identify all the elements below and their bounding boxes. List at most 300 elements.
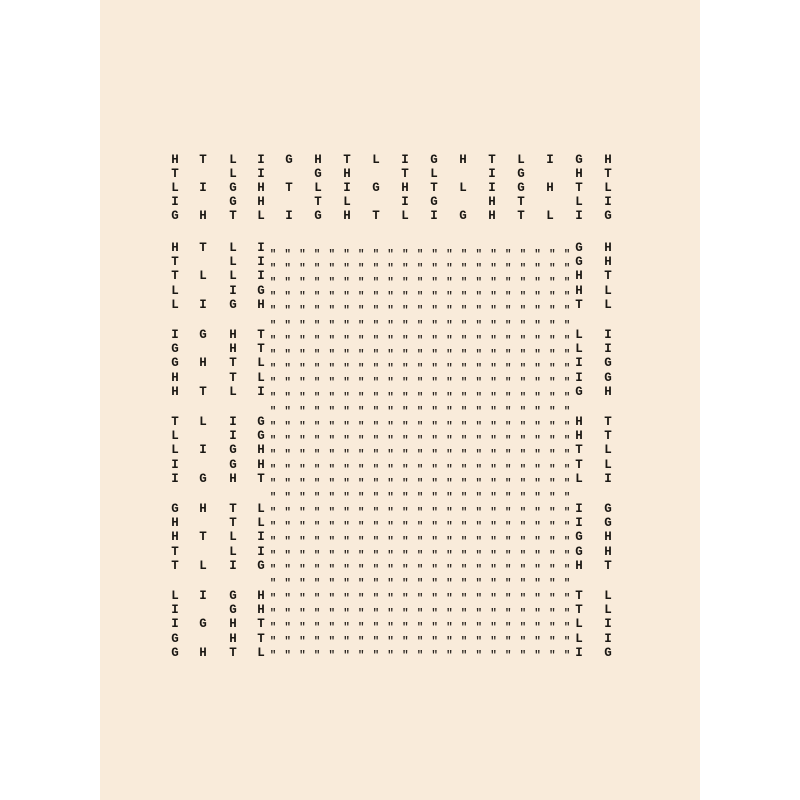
right-band-letter: H [604, 530, 612, 545]
ditto-mark: " [534, 363, 541, 376]
ditto-mark: " [431, 377, 438, 390]
ditto-mark: " [563, 521, 571, 534]
ditto-mark: " [387, 621, 394, 634]
ditto-mark: " [446, 435, 453, 448]
ditto-mark: " [460, 421, 468, 434]
ditto-mark: " [343, 305, 350, 318]
ditto-mark: " [548, 607, 556, 620]
ditto-mark: " [416, 521, 424, 534]
ditto-mark: " [401, 607, 409, 620]
ditto-mark: " [357, 535, 365, 548]
ditto-mark: " [519, 421, 527, 434]
left-band-letter: G [257, 558, 265, 573]
ditto-mark: " [534, 607, 541, 620]
ditto-mark: " [563, 391, 571, 404]
top-band-letter: L [459, 181, 467, 195]
ditto-mark: " [387, 449, 394, 462]
ditto-mark: " [460, 349, 468, 362]
left-band-letter: H [257, 457, 265, 472]
ditto-mark: " [460, 377, 468, 390]
ditto-mark: " [387, 319, 394, 332]
ditto-mark: " [431, 449, 438, 462]
ditto-mark: " [284, 449, 291, 462]
ditto-mark: " [328, 349, 336, 362]
right-band-letter: L [604, 443, 612, 458]
ditto-mark: " [328, 449, 336, 462]
ditto-mark: " [563, 263, 571, 276]
ditto-mark: " [401, 621, 409, 634]
ditto-mark: " [387, 463, 394, 476]
ditto-mark: " [401, 335, 409, 348]
left-band-letter: T [229, 356, 237, 371]
ditto-mark: " [431, 521, 438, 534]
ditto-mark: " [519, 607, 527, 620]
ditto-mark: " [357, 521, 365, 534]
ditto-mark: " [504, 335, 512, 348]
ditto-mark: " [431, 535, 438, 548]
right-band-letter: L [604, 457, 612, 472]
ditto-mark: " [284, 349, 291, 362]
ditto-mark: " [401, 449, 409, 462]
ditto-mark: " [416, 549, 424, 562]
ditto-mark: " [299, 607, 306, 620]
ditto-mark: " [490, 377, 497, 390]
ditto-mark: " [328, 521, 336, 534]
ditto-mark: " [284, 363, 291, 376]
ditto-mark: " [475, 463, 483, 476]
ditto-mark: " [299, 477, 306, 490]
ditto-mark: " [313, 405, 321, 418]
ditto-mark: " [534, 507, 541, 520]
ditto-mark: " [504, 577, 512, 590]
ditto-mark: " [372, 305, 380, 318]
ditto-mark: " [475, 335, 483, 348]
top-band-letter: I [199, 181, 207, 195]
left-band-letter: L [257, 645, 265, 660]
ditto-mark: " [269, 263, 277, 276]
ditto-mark: " [475, 521, 483, 534]
ditto-mark: " [431, 335, 438, 348]
ditto-mark: " [343, 263, 350, 276]
left-band-letter: G [171, 502, 179, 516]
top-band-letter: T [372, 209, 380, 223]
right-band-letter: G [575, 530, 583, 545]
ditto-mark: " [475, 363, 483, 376]
right-band-letter: G [604, 356, 612, 371]
ditto-mark: " [343, 463, 350, 476]
left-band-letter: I [257, 241, 265, 255]
ditto-mark: " [284, 263, 291, 276]
ditto-mark: " [475, 607, 483, 620]
ditto-mark: " [446, 277, 453, 290]
top-band-letter: L [517, 153, 525, 167]
ditto-mark: " [431, 491, 438, 504]
ditto-mark: " [269, 249, 277, 261]
ditto-mark: " [548, 335, 556, 348]
ditto-mark: " [446, 391, 453, 404]
ditto-mark: " [284, 291, 291, 304]
ditto-mark: " [563, 305, 571, 318]
ditto-mark: " [519, 491, 527, 504]
ditto-mark: " [299, 405, 306, 418]
ditto-mark: " [416, 463, 424, 476]
ditto-mark: " [431, 277, 438, 290]
ditto-mark: " [401, 463, 409, 476]
ditto-mark: " [504, 635, 512, 648]
ditto-mark: " [416, 507, 424, 520]
ditto-mark: " [475, 477, 483, 490]
ditto-mark: " [401, 549, 409, 562]
ditto-mark: " [534, 249, 541, 261]
ditto-mark: " [401, 263, 409, 276]
right-band-letter: G [604, 645, 612, 660]
left-band-letter: L [229, 544, 237, 559]
ditto-mark: " [446, 635, 453, 648]
ditto-mark: " [328, 491, 336, 504]
ditto-mark: " [460, 521, 468, 534]
ditto-mark: " [431, 291, 438, 304]
ditto-mark: " [504, 463, 512, 476]
ditto-mark: " [534, 549, 541, 562]
ditto-mark: " [446, 563, 453, 576]
top-band-letter: I [488, 167, 496, 181]
ditto-mark: " [519, 391, 527, 404]
ditto-mark: " [387, 291, 394, 304]
left-band-letter: H [229, 631, 237, 646]
ditto-mark: " [460, 305, 468, 318]
right-band-letter: T [604, 558, 612, 573]
top-band-letter: H [171, 153, 179, 167]
ditto-mark: " [548, 549, 556, 562]
ditto-mark: " [519, 305, 527, 318]
top-band-letter: L [257, 209, 265, 223]
top-band-letter: H [488, 195, 496, 209]
top-band-letter: G [285, 153, 293, 167]
left-band-letter: G [229, 589, 237, 603]
ditto-mark: " [490, 435, 497, 448]
ditto-mark: " [548, 491, 556, 504]
ditto-mark: " [504, 263, 512, 276]
top-band-letter: H [199, 209, 207, 223]
ditto-mark: " [519, 449, 527, 462]
ditto-mark: " [372, 319, 380, 332]
ditto-mark: " [269, 305, 277, 318]
left-band-letter: H [257, 443, 265, 458]
ditto-mark: " [504, 435, 512, 448]
ditto-mark: " [490, 649, 497, 662]
ditto-mark: " [490, 621, 497, 634]
ditto-mark: " [387, 521, 394, 534]
top-band-letter: L [229, 153, 237, 167]
ditto-mark: " [328, 435, 336, 448]
ditto-mark: " [519, 649, 527, 662]
top-band-letter: H [488, 209, 496, 223]
ditto-mark: " [343, 563, 350, 576]
ditto-mark: " [519, 363, 527, 376]
ditto-mark: " [372, 421, 380, 434]
ditto-mark: " [431, 635, 438, 648]
ditto-mark: " [446, 377, 453, 390]
ditto-mark: " [475, 507, 483, 520]
ditto-mark: " [328, 421, 336, 434]
ditto-mark: " [387, 593, 394, 606]
ditto-mark: " [343, 607, 350, 620]
ditto-mark: " [548, 363, 556, 376]
left-band-letter: T [229, 516, 237, 531]
top-band-letter: L [546, 209, 554, 223]
ditto-mark: " [504, 507, 512, 520]
ditto-mark: " [299, 507, 306, 520]
ditto-mark: " [431, 435, 438, 448]
ditto-mark: " [534, 319, 541, 332]
ditto-mark: " [416, 335, 424, 348]
ditto-mark: " [504, 549, 512, 562]
left-band-letter: H [229, 617, 237, 632]
top-band-letter: T [199, 153, 207, 167]
ditto-mark: " [446, 491, 453, 504]
ditto-mark: " [416, 621, 424, 634]
ditto-mark: " [357, 405, 365, 418]
ditto-mark: " [313, 319, 321, 332]
ditto-mark: " [387, 477, 394, 490]
ditto-mark: " [357, 377, 365, 390]
ditto-mark: " [475, 249, 483, 261]
top-band-letter: G [575, 153, 583, 167]
left-band-letter: L [171, 283, 179, 298]
ditto-mark: " [372, 535, 380, 548]
ditto-mark: " [519, 335, 527, 348]
ditto-mark: " [504, 649, 512, 662]
ditto-mark: " [431, 263, 438, 276]
left-band-letter: T [257, 631, 265, 646]
top-band-letter: I [285, 209, 293, 223]
ditto-mark: " [313, 435, 321, 448]
ditto-mark: " [548, 521, 556, 534]
ditto-mark: " [504, 621, 512, 634]
ditto-mark: " [269, 377, 277, 390]
ditto-mark: " [328, 593, 336, 606]
ditto-mark: " [563, 405, 571, 418]
ditto-mark: " [548, 291, 556, 304]
top-band-letter: L [430, 167, 438, 181]
ditto-mark: " [313, 363, 321, 376]
ditto-mark: " [504, 349, 512, 362]
left-band-letter: H [171, 241, 179, 255]
top-band-letter: T [488, 153, 496, 167]
ditto-mark: " [284, 549, 291, 562]
ditto-mark: " [372, 391, 380, 404]
ditto-mark: " [475, 319, 483, 332]
ditto-mark: " [504, 449, 512, 462]
ditto-mark: " [548, 577, 556, 590]
ditto-mark: " [504, 521, 512, 534]
ditto-mark: " [284, 391, 291, 404]
ditto-mark: " [519, 377, 527, 390]
ditto-mark: " [299, 649, 306, 662]
top-band-letter: L [604, 181, 612, 195]
ditto-mark: " [504, 421, 512, 434]
ditto-mark: " [313, 349, 321, 362]
ditto-mark: " [401, 319, 409, 332]
top-band-letter: G [459, 209, 467, 223]
ditto-mark: " [313, 377, 321, 390]
right-band-letter: L [604, 297, 612, 312]
ditto-mark: " [387, 335, 394, 348]
ditto-mark: " [504, 305, 512, 318]
ditto-mark: " [504, 291, 512, 304]
left-band-letter: T [171, 544, 179, 559]
ditto-mark: " [372, 405, 380, 418]
ditto-mark: " [269, 563, 277, 576]
ditto-mark: " [328, 377, 336, 390]
top-band-letter: L [343, 195, 351, 209]
ditto-mark: " [269, 649, 277, 662]
ditto-mark: " [269, 621, 277, 634]
top-band-letter: I [488, 181, 496, 195]
ditto-mark: " [401, 249, 409, 261]
left-band-letter: G [199, 328, 207, 342]
ditto-mark: " [446, 649, 453, 662]
ditto-mark: " [475, 263, 483, 276]
ditto-mark: " [475, 405, 483, 418]
ditto-mark: " [387, 377, 394, 390]
left-band-letter: T [171, 255, 179, 270]
right-band-letter: T [575, 589, 583, 603]
ditto-mark: " [563, 291, 571, 304]
ditto-mark: " [475, 535, 483, 548]
ditto-mark: " [372, 463, 380, 476]
ditto-mark: " [519, 577, 527, 590]
ditto-mark: " [534, 535, 541, 548]
ditto-mark: " [313, 521, 321, 534]
ditto-mark: " [548, 277, 556, 290]
ditto-mark: " [504, 607, 512, 620]
right-band-letter: H [575, 558, 583, 573]
ditto-mark: " [284, 305, 291, 318]
top-band-letter: H [401, 181, 409, 195]
left-band-letter: G [171, 356, 179, 371]
ditto-mark: " [548, 263, 556, 276]
right-band-letter: H [575, 283, 583, 298]
top-band-letter: H [257, 195, 265, 209]
ditto-mark: " [343, 249, 350, 261]
ditto-mark: " [387, 435, 394, 448]
ditto-mark: " [387, 535, 394, 548]
top-band-letter: T [285, 181, 293, 195]
ditto-mark: " [490, 291, 497, 304]
ditto-mark: " [387, 249, 394, 261]
right-band-letter: L [575, 631, 583, 646]
right-band-letter: G [575, 544, 583, 559]
ditto-mark: " [387, 391, 394, 404]
right-band-letter: G [604, 502, 612, 516]
ditto-mark: " [504, 491, 512, 504]
ditto-mark: " [416, 477, 424, 490]
ditto-mark: " [519, 405, 527, 418]
ditto-mark: " [284, 621, 291, 634]
left-band-letter: G [229, 297, 237, 312]
ditto-mark: " [460, 449, 468, 462]
ditto-mark: " [563, 319, 571, 332]
ditto-mark: " [299, 391, 306, 404]
left-band-letter: L [257, 502, 265, 516]
ditto-mark: " [401, 405, 409, 418]
right-band-letter: T [575, 603, 583, 618]
ditto-mark: " [299, 349, 306, 362]
top-band-letter: H [257, 181, 265, 195]
ditto-mark: " [372, 335, 380, 348]
ditto-mark: " [490, 319, 497, 332]
ditto-mark: " [416, 421, 424, 434]
ditto-mark: " [563, 249, 571, 261]
ditto-mark: " [548, 449, 556, 462]
right-band-letter: I [604, 342, 612, 357]
ditto-mark: " [343, 593, 350, 606]
ditto-mark: " [357, 577, 365, 590]
ditto-mark: " [548, 463, 556, 476]
ditto-mark: " [299, 563, 306, 576]
ditto-mark: " [446, 577, 453, 590]
ditto-mark: " [446, 463, 453, 476]
left-band-letter: L [229, 255, 237, 270]
left-band-letter: I [171, 471, 179, 486]
ditto-mark: " [313, 335, 321, 348]
ditto-mark: " [519, 277, 527, 290]
right-band-letter: L [575, 342, 583, 357]
ditto-mark: " [446, 535, 453, 548]
ditto-mark: " [387, 491, 394, 504]
ditto-mark: " [269, 491, 277, 504]
ditto-mark: " [534, 349, 541, 362]
ditto-mark: " [446, 405, 453, 418]
top-band-letter: G [517, 167, 525, 181]
ditto-mark: " [504, 377, 512, 390]
ditto-mark: " [357, 263, 365, 276]
ditto-mark: " [284, 635, 291, 648]
ditto-mark: " [357, 277, 365, 290]
right-band-letter: H [575, 415, 583, 429]
ditto-mark: " [446, 607, 453, 620]
ditto-mark: " [446, 305, 453, 318]
ditto-mark: " [548, 621, 556, 634]
ditto-mark: " [387, 607, 394, 620]
ditto-mark: " [313, 449, 321, 462]
ditto-mark: " [343, 635, 350, 648]
ditto-mark: " [328, 577, 336, 590]
ditto-mark: " [490, 305, 497, 318]
ditto-mark: " [534, 463, 541, 476]
left-band-letter: G [199, 617, 207, 632]
ditto-mark: " [475, 491, 483, 504]
ditto-mark: " [357, 477, 365, 490]
top-band-letter: T [430, 181, 438, 195]
ditto-mark: " [431, 319, 438, 332]
ditto-mark: " [460, 649, 468, 662]
ditto-mark: " [372, 491, 380, 504]
ditto-mark: " [401, 421, 409, 434]
ditto-mark: " [460, 621, 468, 634]
ditto-mark: " [460, 405, 468, 418]
ditto-mark: " [328, 249, 336, 261]
left-band-letter: T [229, 645, 237, 660]
left-band-letter: I [171, 328, 179, 342]
ditto-mark: " [313, 549, 321, 562]
ditto-mark: " [401, 477, 409, 490]
ditto-mark: " [401, 391, 409, 404]
ditto-mark: " [343, 521, 350, 534]
left-band-letter: H [171, 516, 179, 531]
ditto-mark: " [416, 363, 424, 376]
